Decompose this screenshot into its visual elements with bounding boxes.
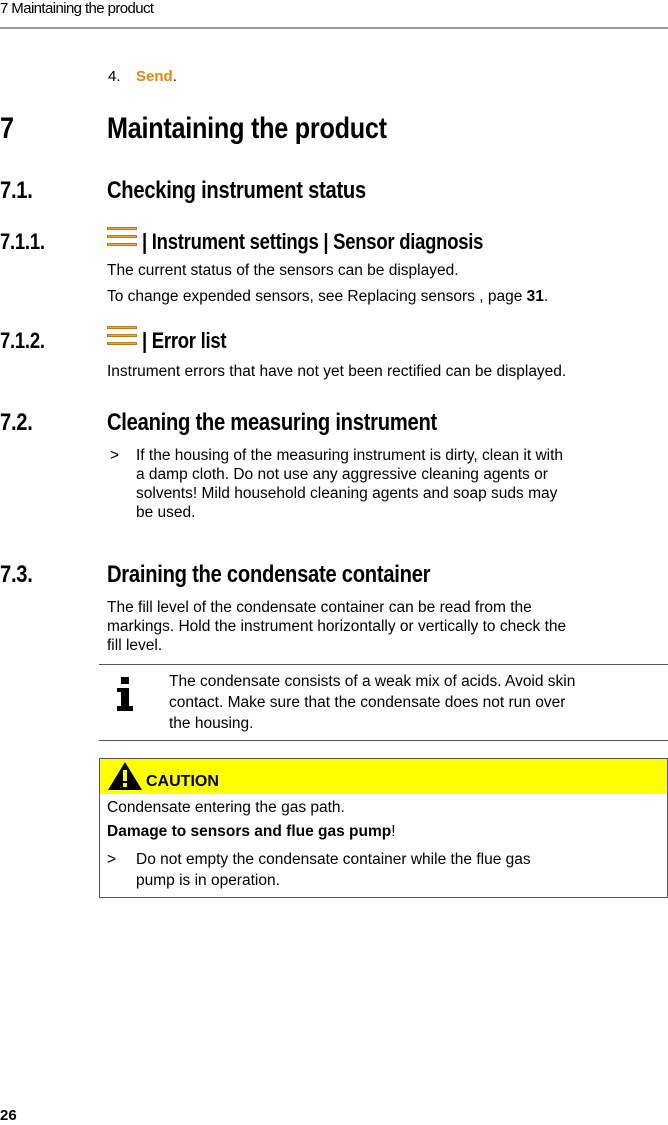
paragraph-suffix: . (543, 288, 549, 305)
chapter-number: 7 (0, 112, 14, 145)
chapter-title: Maintaining the product (107, 112, 387, 145)
paragraph-cross-reference (107, 287, 667, 306)
hazard-text: Condensate entering the gas path. (107, 799, 345, 816)
menu-icon (107, 226, 137, 250)
bullet-line: be used. (136, 504, 196, 521)
subsection-title: | Error list (142, 328, 227, 353)
subsection-number: 7.1.2. (0, 328, 45, 353)
bullet-marker: > (110, 447, 120, 464)
paragraph-text: To change expended sensors, see Replacing sensors , page (107, 288, 527, 305)
section-title: Checking instrument status (107, 177, 366, 204)
step-item (108, 68, 177, 85)
info-icon (115, 677, 135, 711)
header-divider (0, 27, 668, 29)
consequence-text (107, 823, 396, 841)
running-header: 7 Maintaining the product (0, 0, 154, 17)
section-title: Draining the condensate container (107, 561, 431, 588)
send-action-label: Send (136, 68, 173, 85)
caution-box (99, 758, 668, 898)
caution-label: CAUTION (146, 773, 219, 790)
bullet-line: If the housing of the measuring instrument is dirty, clean it with (136, 447, 564, 464)
consequence-bold: Damage to sensors and flue gas pump (107, 823, 392, 840)
note-line: contact. Make sure that the condensate does not run over (169, 694, 566, 711)
subsection-number: 7.1.1. (0, 229, 45, 254)
section-number: 7.1. (0, 177, 33, 204)
page-number: 26 (0, 1107, 17, 1124)
section-title: Cleaning the measuring instrument (107, 409, 437, 436)
bullet-line: a damp cloth. Do not use any aggressive cleaning agents or (136, 466, 548, 483)
bullet-line: Do not empty the condensate container while the flue gas (136, 851, 531, 868)
consequence-suffix: ! (391, 823, 396, 840)
bullet-marker: > (107, 851, 117, 868)
step-suffix: . (172, 68, 177, 85)
paragraph-line: The fill level of the condensate container can be read from the (107, 599, 532, 616)
warning-triangle-icon (107, 761, 143, 791)
paragraph-line: markings. Hold the instrument horizontally or vertically to check the (107, 618, 567, 635)
info-note (99, 664, 668, 741)
menu-icon (107, 325, 137, 349)
section-number: 7.3. (0, 561, 33, 588)
paragraph: The current status of the sensors can be displayed. (107, 262, 459, 279)
paragraph: Instrument errors that have not yet been rectified can be displayed. (107, 363, 567, 380)
note-line: the housing. (169, 715, 254, 732)
paragraph-line: fill level. (107, 637, 163, 654)
subsection-title: | Instrument settings | Sensor diagnosis (142, 229, 484, 254)
step-number: 4. (108, 68, 121, 85)
section-number: 7.2. (0, 409, 33, 436)
bullet-line: pump is in operation. (136, 872, 280, 889)
note-line: The condensate consists of a weak mix of acids. Avoid skin (169, 673, 576, 690)
paragraph (107, 598, 667, 655)
bullet-line: solvents! Mild household cleaning agents and soap suds may (136, 485, 558, 502)
page-reference: 31 (526, 288, 544, 305)
